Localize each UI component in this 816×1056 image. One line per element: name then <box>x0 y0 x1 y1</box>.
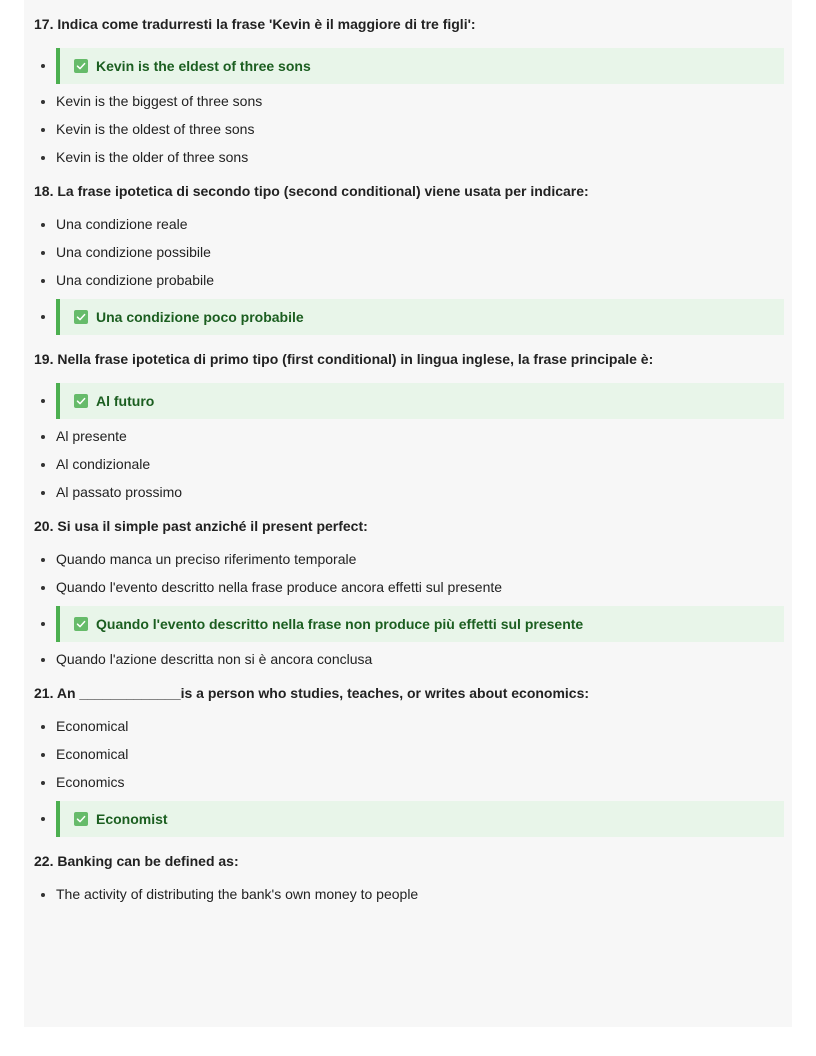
correct-answer-label: Economist <box>96 811 168 827</box>
correct-answer-item <box>34 606 784 642</box>
question-text: 19. Nella frase ipotetica di primo tipo (first conditional) in lingua inglese, la frase principale è: <box>34 351 654 367</box>
answer-list <box>34 717 784 837</box>
correct-answer-box <box>56 801 784 837</box>
correct-answer-item <box>34 299 784 335</box>
question-text: 20. Si usa il simple past anziché il present perfect: <box>34 518 368 534</box>
answer-list <box>34 48 784 167</box>
answer-option: Quando l'evento descritto nella frase produce ancora effetti sul presente <box>34 578 784 597</box>
check-box-icon <box>74 812 88 826</box>
answer-list <box>34 383 784 502</box>
check-box-icon <box>74 617 88 631</box>
correct-answer-item <box>34 48 784 84</box>
answer-option: Quando manca un preciso riferimento temporale <box>34 550 784 569</box>
answer-option: Kevin is the oldest of three sons <box>34 120 784 139</box>
answer-option: Al presente <box>34 427 784 446</box>
check-box-icon <box>74 59 88 73</box>
answer-option: Kevin is the biggest of three sons <box>34 92 784 111</box>
answer-option: Quando l'azione descritta non si è ancora conclusa <box>34 650 784 669</box>
answer-option: Al condizionale <box>34 455 784 474</box>
correct-answer-box <box>56 606 784 642</box>
answer-list <box>34 215 784 335</box>
correct-answer-label: Quando l'evento descritto nella frase non produce più effetti sul presente <box>96 616 584 632</box>
question-text: 21. An _____________is a person who studies, teaches, or writes about economics: <box>34 685 590 701</box>
question-text: 18. La frase ipotetica di secondo tipo (second conditional) viene usata per indicare: <box>34 183 589 199</box>
correct-answer-box <box>56 48 784 84</box>
answer-list <box>34 885 784 904</box>
answer-option: Al passato prossimo <box>34 483 784 502</box>
answer-option: Economics <box>34 773 784 792</box>
answer-option: Economical <box>34 717 784 736</box>
check-box-icon <box>74 394 88 408</box>
answer-option: Kevin is the older of three sons <box>34 148 784 167</box>
question-text: 22. Banking can be defined as: <box>34 853 239 869</box>
correct-answer-label: Al futuro <box>96 393 155 409</box>
answer-option: Una condizione reale <box>34 215 784 234</box>
answer-option: Una condizione probabile <box>34 271 784 290</box>
correct-answer-label: Una condizione poco probabile <box>96 309 304 325</box>
answer-option: Una condizione possibile <box>34 243 784 262</box>
correct-answer-item <box>34 801 784 837</box>
correct-answer-label: Kevin is the eldest of three sons <box>96 58 311 74</box>
quiz-page <box>24 0 792 1027</box>
correct-answer-item <box>34 383 784 419</box>
answer-list <box>34 550 784 669</box>
quiz-content <box>24 0 792 904</box>
check-box-icon <box>74 310 88 324</box>
correct-answer-box <box>56 383 784 419</box>
answer-option: Economical <box>34 745 784 764</box>
correct-answer-box <box>56 299 784 335</box>
question-text: 17. Indica come tradurresti la frase 'Kevin è il maggiore di tre figli': <box>34 16 476 32</box>
answer-option: The activity of distributing the bank's own money to people <box>34 885 784 904</box>
